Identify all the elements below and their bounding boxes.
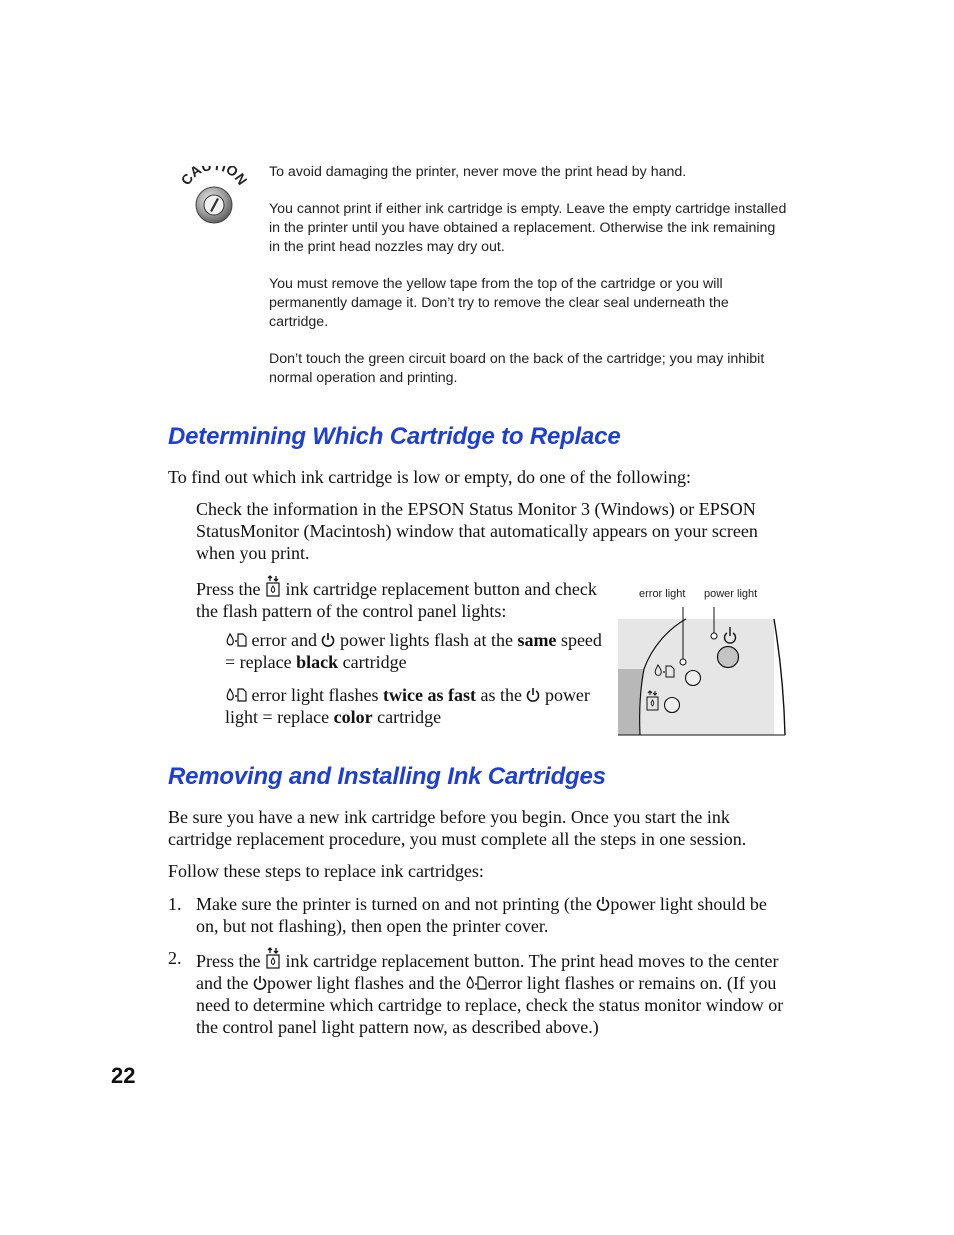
error-icon [225, 632, 247, 648]
error-icon [465, 975, 487, 991]
option-2-text-a: Press the [196, 579, 261, 599]
flash-1-text-d: cartridge [342, 652, 407, 672]
flash-2-text-c: power light = replace [225, 685, 590, 727]
caution-paragraph-1: To avoid damaging the printer, never move the print head by hand. [269, 164, 687, 180]
flash-2-bold-color: color [333, 707, 373, 727]
step-2-text-c: power light flashes and the [266, 973, 461, 993]
error-light-label: error light [639, 588, 686, 600]
step-2-text-b: ink cartridge replacement button. The print head moves to the center and the [196, 951, 779, 993]
caution-icon [180, 166, 250, 230]
flash-1-text-a: error and [251, 630, 317, 650]
section1-intro [168, 466, 788, 488]
power-icon [596, 896, 610, 912]
control-panel-illustration [616, 585, 788, 737]
step-1-text-a: Make sure the printer is turned on and not printing (the [196, 894, 592, 914]
option-1-text: Check the information in the EPSON Status Monitor 3 (Windows) or EPSON StatusMonitor (Macintosh) window that automatically appears on your screen when you print. [196, 499, 758, 563]
section2-para-2-text: Follow these steps to replace ink cartridges: [168, 861, 484, 881]
flash-2-text-a: error light flashes [251, 685, 379, 705]
svg-text:CAUTION [180, 166, 250, 188]
step-1-text-b: power light should be on, but not flashing), then open the printer cover. [196, 894, 767, 936]
section2-para-1 [168, 806, 788, 850]
section2-para-1-text: Be sure you have a new ink cartridge before you begin. Once you start the ink cartridge replacement procedure, you must complete all the steps in one session. [168, 807, 747, 849]
option-2-text-b: ink cartridge replacement button and check the flash pattern of the control panel lights: [196, 579, 597, 621]
section-heading-removing: Removing and Installing Ink Cartridges [168, 763, 606, 790]
power-icon [526, 687, 540, 703]
flash-2-text-b: as the [480, 685, 522, 705]
section1-intro-text: To find out which ink cartridge is low or empty, do one of the following: [168, 467, 691, 487]
caution-badge-label: A ION [186, 166, 250, 188]
step-1-number: 1. [168, 894, 182, 914]
caution-paragraph-4: Don’t touch the green circuit board on the back of the cartridge; you may inhibit normal operation and printing. [269, 351, 765, 386]
power-icon [321, 632, 335, 648]
flash-2-bold-twice: twice as fast [382, 685, 476, 705]
control-panel-diagram [616, 585, 788, 737]
flash-1-bold-same: same [517, 630, 557, 650]
caution-text [269, 163, 789, 388]
flash-1-text-c: speed = replace [225, 630, 602, 672]
caution-paragraph-3: You must remove the yellow tape from the top of the cartridge or you will permanently damage it. Don’t try to remove the clear seal underneath the cartridge. [269, 276, 729, 330]
section1-option-1 [196, 498, 786, 564]
step-2-number: 2. [168, 948, 182, 968]
step-1 [196, 893, 788, 937]
flash-1-bold-black: black [296, 652, 339, 672]
page-number: 22 [111, 1063, 136, 1088]
section1-option-2 [196, 575, 608, 622]
flash-2-text-d: cartridge [377, 707, 442, 727]
step-2-text-a: Press the [196, 951, 261, 971]
caution-paragraph-2: You cannot print if either ink cartridge is empty. Leave the empty cartridge installed in the printer until you have obtained a replacement. Otherwise the ink remaining in the print head nozzles may dry out. [269, 201, 787, 255]
power-light-label: power light [704, 588, 758, 600]
section-heading-determining: Determining Which Cartridge to Replace [168, 423, 621, 450]
flash-1-text-b: power lights flash at the [339, 630, 513, 650]
error-icon [225, 687, 247, 703]
cartridge-replace-icon [265, 575, 281, 597]
step-2-text-d: error light flashes or remains on. (If you need to determine which cartridge to replace, check the status monitor window or the control panel light pattern now, as described above.) [196, 973, 784, 1037]
flash-pattern-1 [225, 629, 610, 673]
cartridge-replace-icon [265, 947, 281, 969]
power-icon [253, 975, 267, 991]
flash-pattern-2 [225, 684, 595, 728]
step-2 [196, 947, 788, 1038]
section2-para-2 [168, 860, 788, 882]
caution-badge [180, 166, 250, 230]
